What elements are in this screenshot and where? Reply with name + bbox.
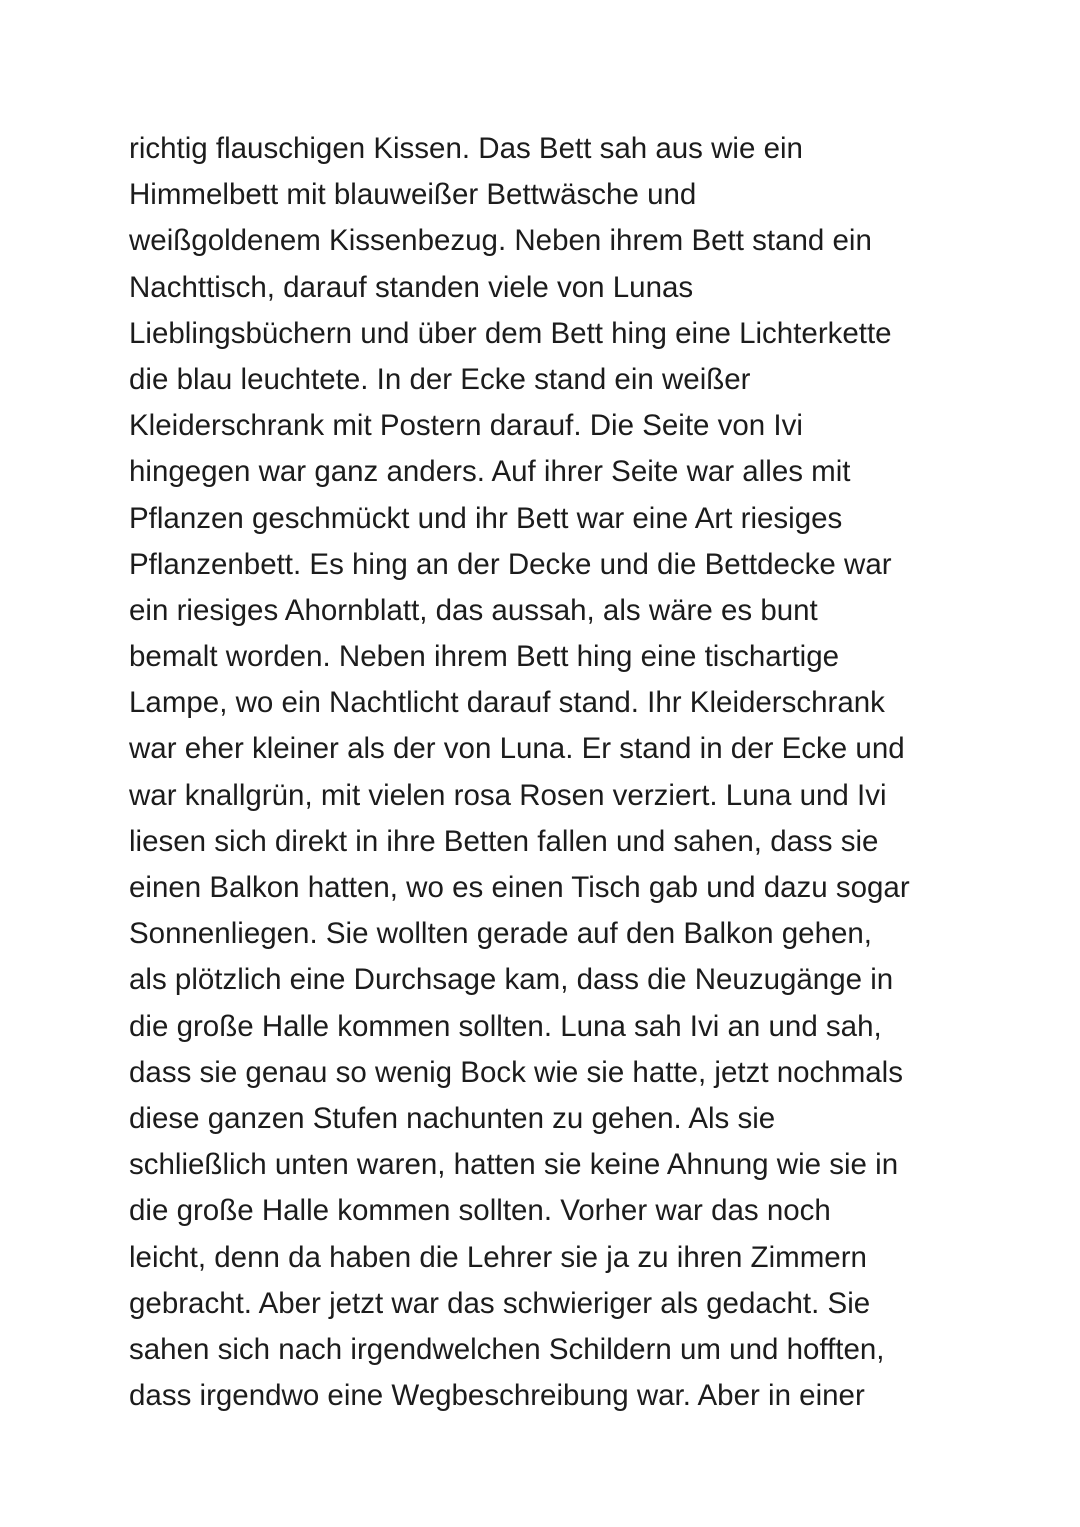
text-line: richtig flauschigen Kissen. Das Bett sah aus wie ein [129,132,803,165]
text-line: schließlich unten waren, hatten sie keine Ahnung wie sie in [129,1148,899,1182]
text-line: bemalt worden. Neben ihrem Bett hing eine tischartige [129,640,840,674]
text-line: Kleiderschrank mit Postern darauf. Die Seite von Ivi [129,409,803,443]
body-text [129,126,1009,1419]
text-line: ein riesiges Ahornblatt, das aussah, als wäre es bunt [129,593,818,627]
text-line: diese ganzen Stufen nachunten zu gehen. Als sie [129,1101,776,1135]
text-line: einen Balkon hatten, wo es einen Tisch gab und dazu sogar [129,871,910,904]
text-line: Lieblingsbüchern und über dem Bett hing eine Lichterkette [129,316,892,350]
text-line: Nachttisch, darauf standen viele von Lunas [129,270,694,304]
text-line: als plötzlich eine Durchsage kam, dass die Neuzugänge in [129,963,894,997]
text-line: hingegen war ganz anders. Auf ihrer Seite war alles mit [129,455,851,489]
text-line: die große Halle kommen sollten. Luna sah Ivi an und sah, [129,1009,882,1043]
text-line: die große Halle kommen sollten. Vorher war das noch [129,1194,831,1228]
text-line: leicht, denn da haben die Lehrer sie ja zu ihren Zimmern [129,1240,867,1274]
text-line: liesen sich direkt in ihre Betten fallen und sahen, dass sie [129,824,879,858]
text-line: Pflanzenbett. Es hing an der Decke und die Bettdecke war [129,547,892,581]
text-line: sahen sich nach irgendwelchen Schildern um und hofften, [129,1332,885,1366]
text-line: war eher kleiner als der von Luna. Er stand in der Ecke und [129,732,905,766]
text-line: Sonnenliegen. Sie wollten gerade auf den Balkon gehen, [129,917,872,951]
text-line: dass irgendwo eine Wegbeschreibung war. Aber in einer [129,1379,865,1413]
text-line: Pflanzen geschmückt und ihr Bett war eine Art riesiges [129,501,843,535]
text-line: war knallgrün, mit vielen rosa Rosen verziert. Luna und Ivi [129,778,887,812]
text-line: gebracht. Aber jetzt war das schwieriger als gedacht. Sie [129,1286,871,1320]
text-line: Himmelbett mit blauweißer Bettwäsche und [129,178,697,212]
text-line: die blau leuchtete. In der Ecke stand ein weißer [129,362,751,396]
text-line: Lampe, wo ein Nachtlicht darauf stand. Ihr Kleiderschrank [129,686,885,720]
text-line: weißgoldenem Kissenbezug. Neben ihrem Bett stand ein [129,224,872,258]
text-line: dass sie genau so wenig Bock wie sie hatte, jetzt nochmals [129,1055,903,1089]
